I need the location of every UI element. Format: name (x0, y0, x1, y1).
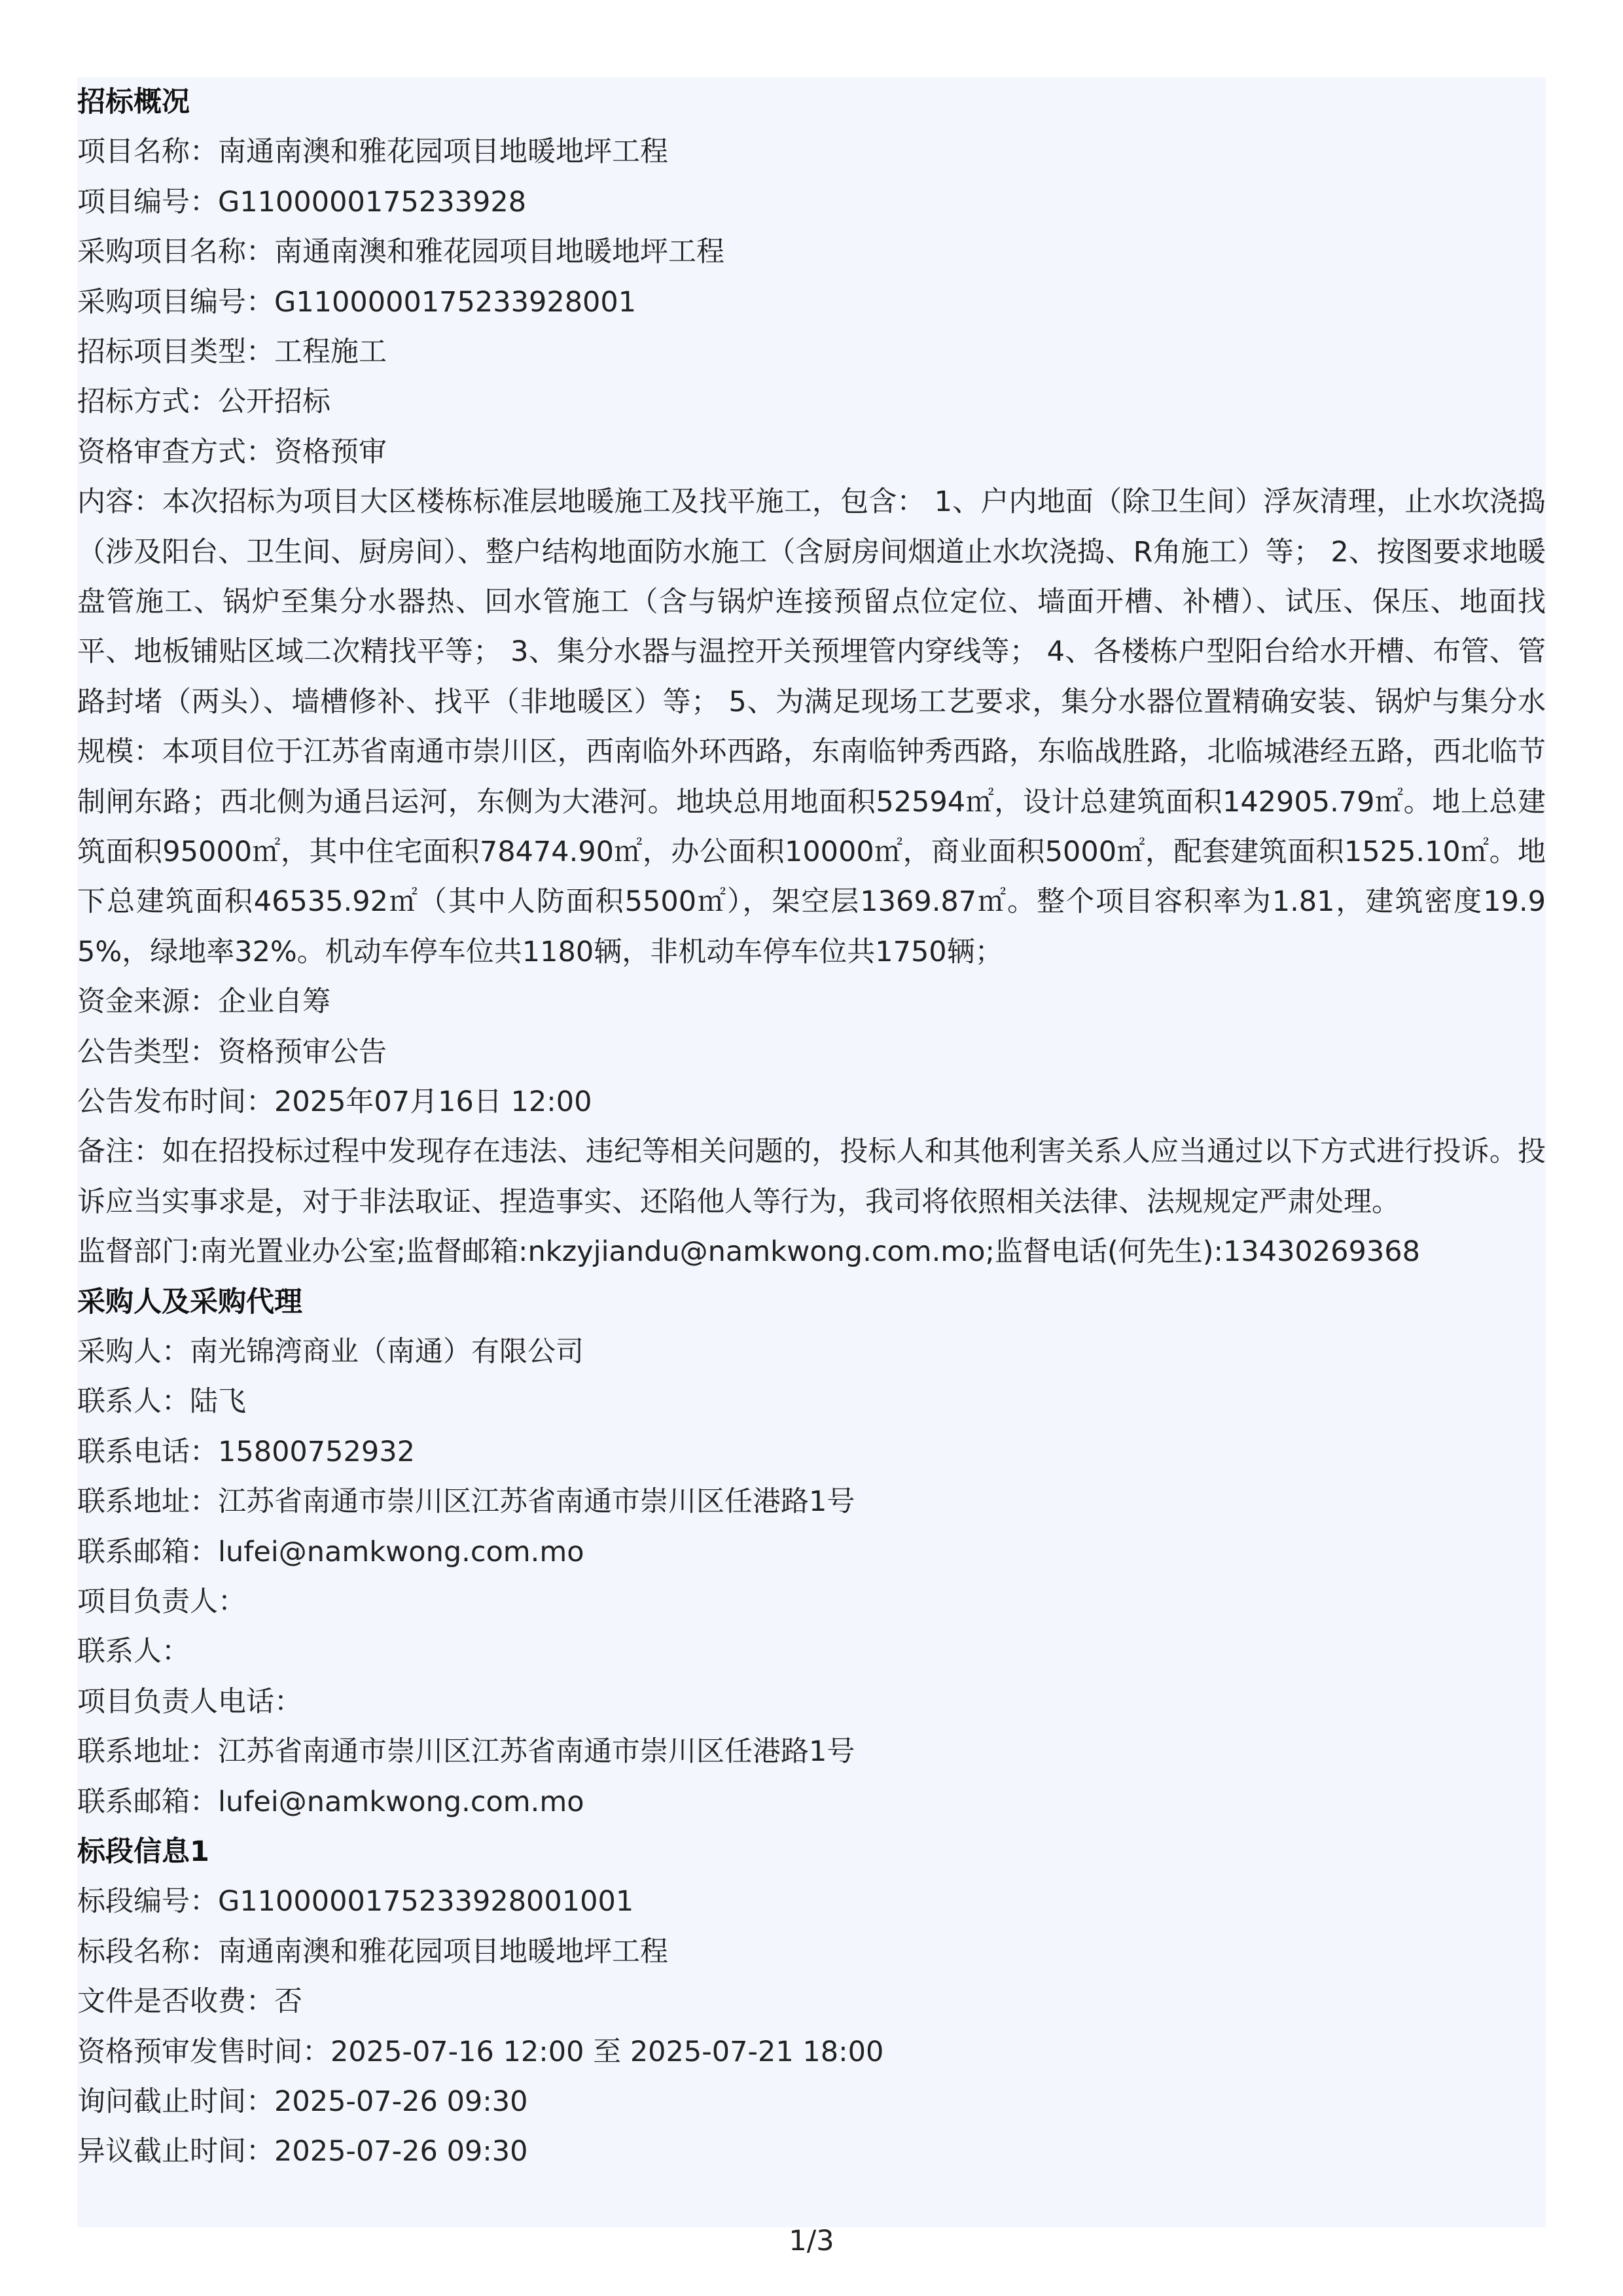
lot-code: 标段编号：G1100000175233928001001 (77, 1885, 634, 1918)
purchaser-name: 采购人：南光锦湾商业（南通）有限公司 (77, 1335, 584, 1369)
document-body (77, 77, 1546, 2227)
content-paragraph: 内容：本次招标为项目大区楼栋标准层地暖施工及找平施工，包含： 1、户内地面（除卫生间）浮灰清理，止水坎浇捣（涉及阳台、卫生间、厨房间）、整户结构地面防水施工（含厨房间烟道止水坎浇捣、R角施工）等； 2、按图要求地暖盘管施工、锅炉至集分水器热、回水管施工（含与锅炉连接预留点位定位、墙面开槽、补槽）、试压、保压、地面找平、地板铺贴区域二次精找平等； 3、集分水器与温控开关预埋管内穿线等； 4、各楼栋户型阳台给水开槽、布管、管路封堵（两头）、墙槽修补、找平（非地暖区）等； 5、为满足现场工艺要求，集分水器位置精确安装、锅炉与集分水 (77, 486, 1546, 718)
inquiry-deadline: 询问截止时间：2025-07-26 09:30 (77, 2085, 528, 2118)
section-heading-lot: 标段信息1 (77, 1835, 209, 1868)
purchase-project-name: 采购项目名称：南通南澳和雅花园项目地暖地坪工程 (77, 236, 724, 269)
manager-contact: 联系人： (77, 1635, 190, 1669)
objection-deadline: 异议截止时间：2025-07-26 09:30 (77, 2135, 528, 2168)
lot-name: 标段名称：南通南澳和雅花园项目地暖地坪工程 (77, 1935, 668, 1968)
purchase-project-code: 采购项目编号：G1100000175233928001 (77, 285, 637, 319)
purchaser-contact: 联系人：陆飞 (77, 1385, 246, 1419)
funding-source: 资金来源：企业自筹 (77, 985, 330, 1019)
section-heading-purchaser: 采购人及采购代理 (77, 1285, 302, 1318)
purchaser-email: 联系邮箱：lufei@namkwong.com.mo (77, 1535, 584, 1568)
project-name: 项目名称：南通南澳和雅花园项目地暖地坪工程 (77, 135, 668, 169)
scale-paragraph: 规模：本项目位于江苏省南通市崇川区，西南临外环西路，东南临钟秀西路，东临战胜路，北临城港经五路，西北临节制闸东路；西北侧为通吕运河，东侧为大港河。地块总用地面积52594㎡，设计总建筑面积142905.79㎡。地上总建筑面积95000㎡，其中住宅面积78474.90㎡，办公面积10000㎡，商业面积5000㎡，配套建筑面积1525.10㎡。地下总建筑面积46535.92㎡（其中人防面积5500㎡），架空层1369.87㎡。整个项目容积率为1.81，建筑密度19.95%，绿地率32%。机动车停车位共1180辆，非机动车停车位共1750辆； (77, 735, 1546, 968)
purchaser-address: 联系地址：江苏省南通市崇川区江苏省南通市崇川区任港路1号 (77, 1485, 855, 1519)
qualification-review-method: 资格审查方式：资格预审 (77, 435, 387, 468)
project-manager: 项目负责人： (77, 1585, 246, 1619)
section-heading-overview: 招标概况 (77, 86, 190, 118)
prequalification-sale-time: 资格预审发售时间：2025-07-16 12:00 至 2025-07-21 18:00 (77, 2035, 884, 2068)
supervision-info: 监督部门:南光置业办公室;监督邮箱:nkzyjiandu@namkwong.com.mo;监督电话(何先生):13430269368 (77, 1235, 1420, 1269)
project-type: 招标项目类型：工程施工 (77, 335, 387, 368)
purchaser-phone: 联系电话：15800752932 (77, 1435, 415, 1468)
manager-phone: 项目负责人电话： (77, 1685, 302, 1718)
publish-time: 公告发布时间：2025年07月16日 12:00 (77, 1085, 592, 1118)
document-fee: 文件是否收费：否 (77, 1985, 302, 2019)
remark-paragraph: 备注：如在招投标过程中发现存在违法、违纪等相关问题的，投标人和其他利害关系人应当通过以下方式进行投诉。投诉应当实事求是，对于非法取证、捏造事实、还陷他人等行为，我司将依照相关法律、法规规定严肃处理。 (77, 1135, 1546, 1218)
manager-address: 联系地址：江苏省南通市崇川区江苏省南通市崇川区任港路1号 (77, 1735, 855, 1769)
tender-method: 招标方式：公开招标 (77, 385, 330, 419)
project-code: 项目编号：G1100000175233928 (77, 185, 527, 219)
manager-email: 联系邮箱：lufei@namkwong.com.mo (77, 1785, 584, 1818)
page-number: 1/3 (789, 2225, 834, 2257)
notice-type: 公告类型：资格预审公告 (77, 1035, 387, 1069)
